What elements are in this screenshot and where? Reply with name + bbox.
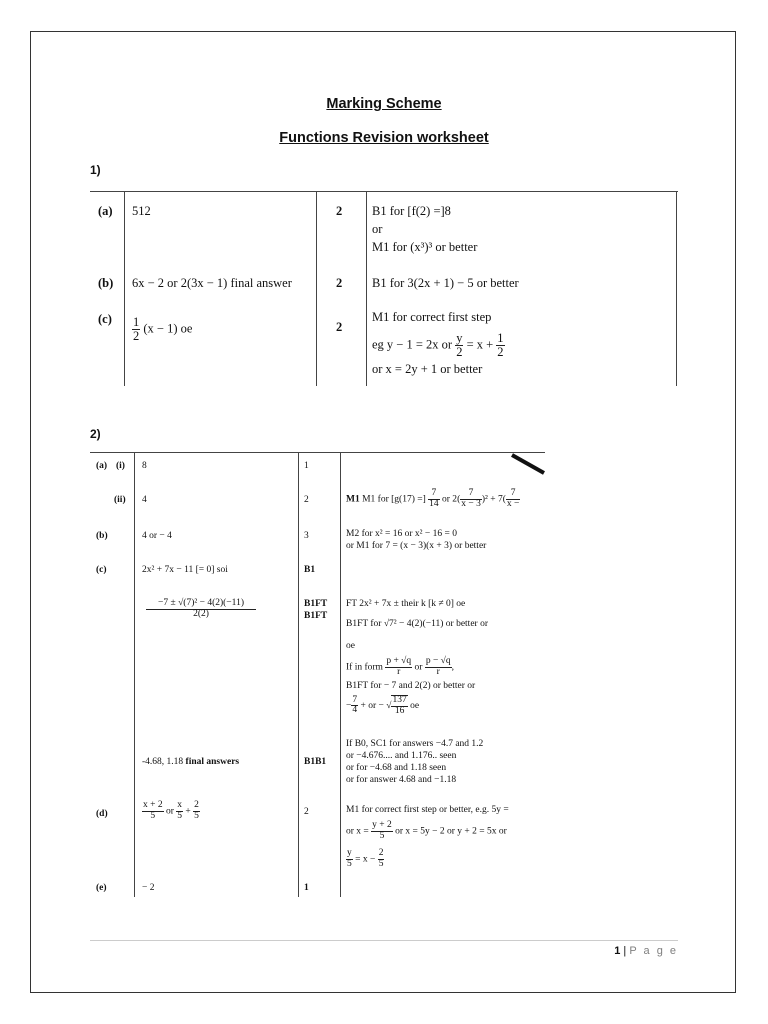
q2-marks-b: 3 xyxy=(304,531,309,541)
q2-answer-e: − 2 xyxy=(142,883,155,893)
q2-note-d-2: or x = $\frac{y + 2}{5}$ or x = 5y − 2 or y + 2 = 5x or xyxy=(346,820,507,841)
q2-note-c-2: B1FT for √7² − 4(2)(−11) or better or xyxy=(346,619,488,629)
column-divider xyxy=(340,453,341,897)
q2-note-c-final-2: or −4.676.... and 1.176.. seen xyxy=(346,751,457,761)
q1-part-b: (b) xyxy=(98,276,114,290)
q2-note-c-3: oe xyxy=(346,641,355,651)
q1-answer-c: $\frac{1}{2}$ (x − 1) oe xyxy=(133,315,193,344)
page-title: Marking Scheme xyxy=(326,96,442,112)
q2-marks-c: B1 xyxy=(304,565,316,575)
q2-sub-ii: (ii) xyxy=(114,495,126,505)
q2-note-c-final-4: or for answer 4.68 and −1.18 xyxy=(346,775,457,785)
q2-marks-c-2a: B1FT xyxy=(304,599,328,609)
q2-part-d: (d) xyxy=(96,809,108,819)
q2-note-a-ii: M1 M1 for [g(17) =] $\frac{7}{14}$ or 2( $\frac{7}{x - 3}$ )² + 7( $\frac{7}{x -}$ xyxy=(346,488,520,509)
q1-part-c: (c) xyxy=(98,312,112,326)
q2-answer-b: 4 or − 4 xyxy=(142,531,172,541)
q2-answer-c-final: -4.68, 1.18 final answers xyxy=(142,757,240,767)
q2-marks-d: 2 xyxy=(304,807,309,817)
q2-part-e: (e) xyxy=(96,883,107,893)
column-divider xyxy=(298,453,299,897)
q1-note-b-1: B1 for 3(2x + 1) − 5 or better xyxy=(372,276,519,290)
q1-part-a: (a) xyxy=(98,204,113,218)
q2-note-d-3: $\frac{y}{5}$ = x − $\frac{2}{5}$ xyxy=(347,848,384,869)
question-2-table xyxy=(90,452,545,897)
q2-marks-e: 1 xyxy=(304,883,309,893)
question-2-number: 2) xyxy=(90,427,101,441)
column-divider xyxy=(134,453,135,897)
q1-note-a-3: M1 for (x³)³ or better xyxy=(372,240,478,254)
page-number: 1 xyxy=(614,945,621,957)
q2-marks-a-ii: 2 xyxy=(304,495,309,505)
fraction: $\frac{1}{2}$ xyxy=(133,315,140,344)
q2-marks-c-final: B1B1 xyxy=(304,757,327,767)
q2-note-c-final-1: If B0, SC1 for answers −4.7 and 1.2 xyxy=(346,739,484,749)
q2-note-c-4: If in form $\frac{p + √q}{r}$ or $\frac{p - √q}{r}$ , xyxy=(346,656,455,677)
q1-note-a-2: or xyxy=(372,222,383,236)
question-1-number: 1) xyxy=(90,163,101,177)
q2-note-c-6: − $\frac{7}{4}$ + or − √ $\frac{137}{16}$ oe xyxy=(346,694,420,716)
q2-marks-c-2b: B1FT xyxy=(304,611,328,621)
q2-answer-c: 2x² + 7x − 11 [= 0] soi xyxy=(142,565,228,575)
page-word: P a g e xyxy=(629,945,678,957)
page-footer xyxy=(614,945,678,957)
q2-note-c-1: FT 2x² + 7x ± their k [k ≠ 0] oe xyxy=(346,599,466,609)
q2-part-b: (b) xyxy=(96,531,108,541)
column-divider xyxy=(316,192,317,386)
q2-note-d-1: M1 for correct first step or better, e.g. 5y = xyxy=(346,805,509,815)
column-divider xyxy=(124,192,125,386)
q1-note-c-1: M1 for correct first step xyxy=(372,310,492,324)
footer-divider xyxy=(90,940,678,941)
q1-answer-a: 512 xyxy=(132,204,151,218)
q1-marks-c: 2 xyxy=(336,320,343,334)
q2-sub-i: (i) xyxy=(116,461,125,471)
q2-note-b-2: or M1 for 7 = (x − 3)(x + 3) or better xyxy=(346,541,487,551)
q2-answer-c-formula: $\frac{\text{−7 ± √(7)² − 4(2)(−11)}}{2(2)}$ xyxy=(146,599,256,620)
footer-separator: | xyxy=(623,945,627,957)
column-divider xyxy=(676,192,677,386)
q2-part-a: (a) xyxy=(96,461,108,471)
q1-note-c-3: or x = 2y + 1 or better xyxy=(372,362,483,376)
scan-artifact-mark xyxy=(510,453,550,475)
q2-part-c: (c) xyxy=(96,565,107,575)
q2-note-c-5: B1FT for − 7 and 2(2) or better or xyxy=(346,681,476,691)
q1-marks-a: 2 xyxy=(336,204,343,218)
q1-note-a-1: B1 for [f(2) =]8 xyxy=(372,204,451,218)
column-divider xyxy=(366,192,367,386)
q2-answer-d: $\frac{x + 2}{5}$ or $\frac{x}{5}$ + $\frac{2}{5}$ xyxy=(143,800,199,821)
q1-marks-b: 2 xyxy=(336,276,343,290)
question-1-table xyxy=(90,191,678,386)
q1-note-c-2: eg y − 1 = 2x or $\frac{y}{2}$ = x + $\frac{1}{2}$ xyxy=(372,331,504,360)
page-subtitle: Functions Revision worksheet xyxy=(279,130,489,146)
q2-note-b-1: M2 for x² = 16 or x² − 16 = 0 xyxy=(346,529,457,539)
q2-marks-a-i: 1 xyxy=(304,461,309,471)
q1-answer-b: 6x − 2 or 2(3x − 1) final answer xyxy=(132,276,292,290)
q2-answer-a-ii: 4 xyxy=(142,495,147,505)
q2-note-c-final-3: or for −4.68 and 1.18 seen xyxy=(346,763,447,773)
q2-answer-a-i: 8 xyxy=(142,461,147,471)
